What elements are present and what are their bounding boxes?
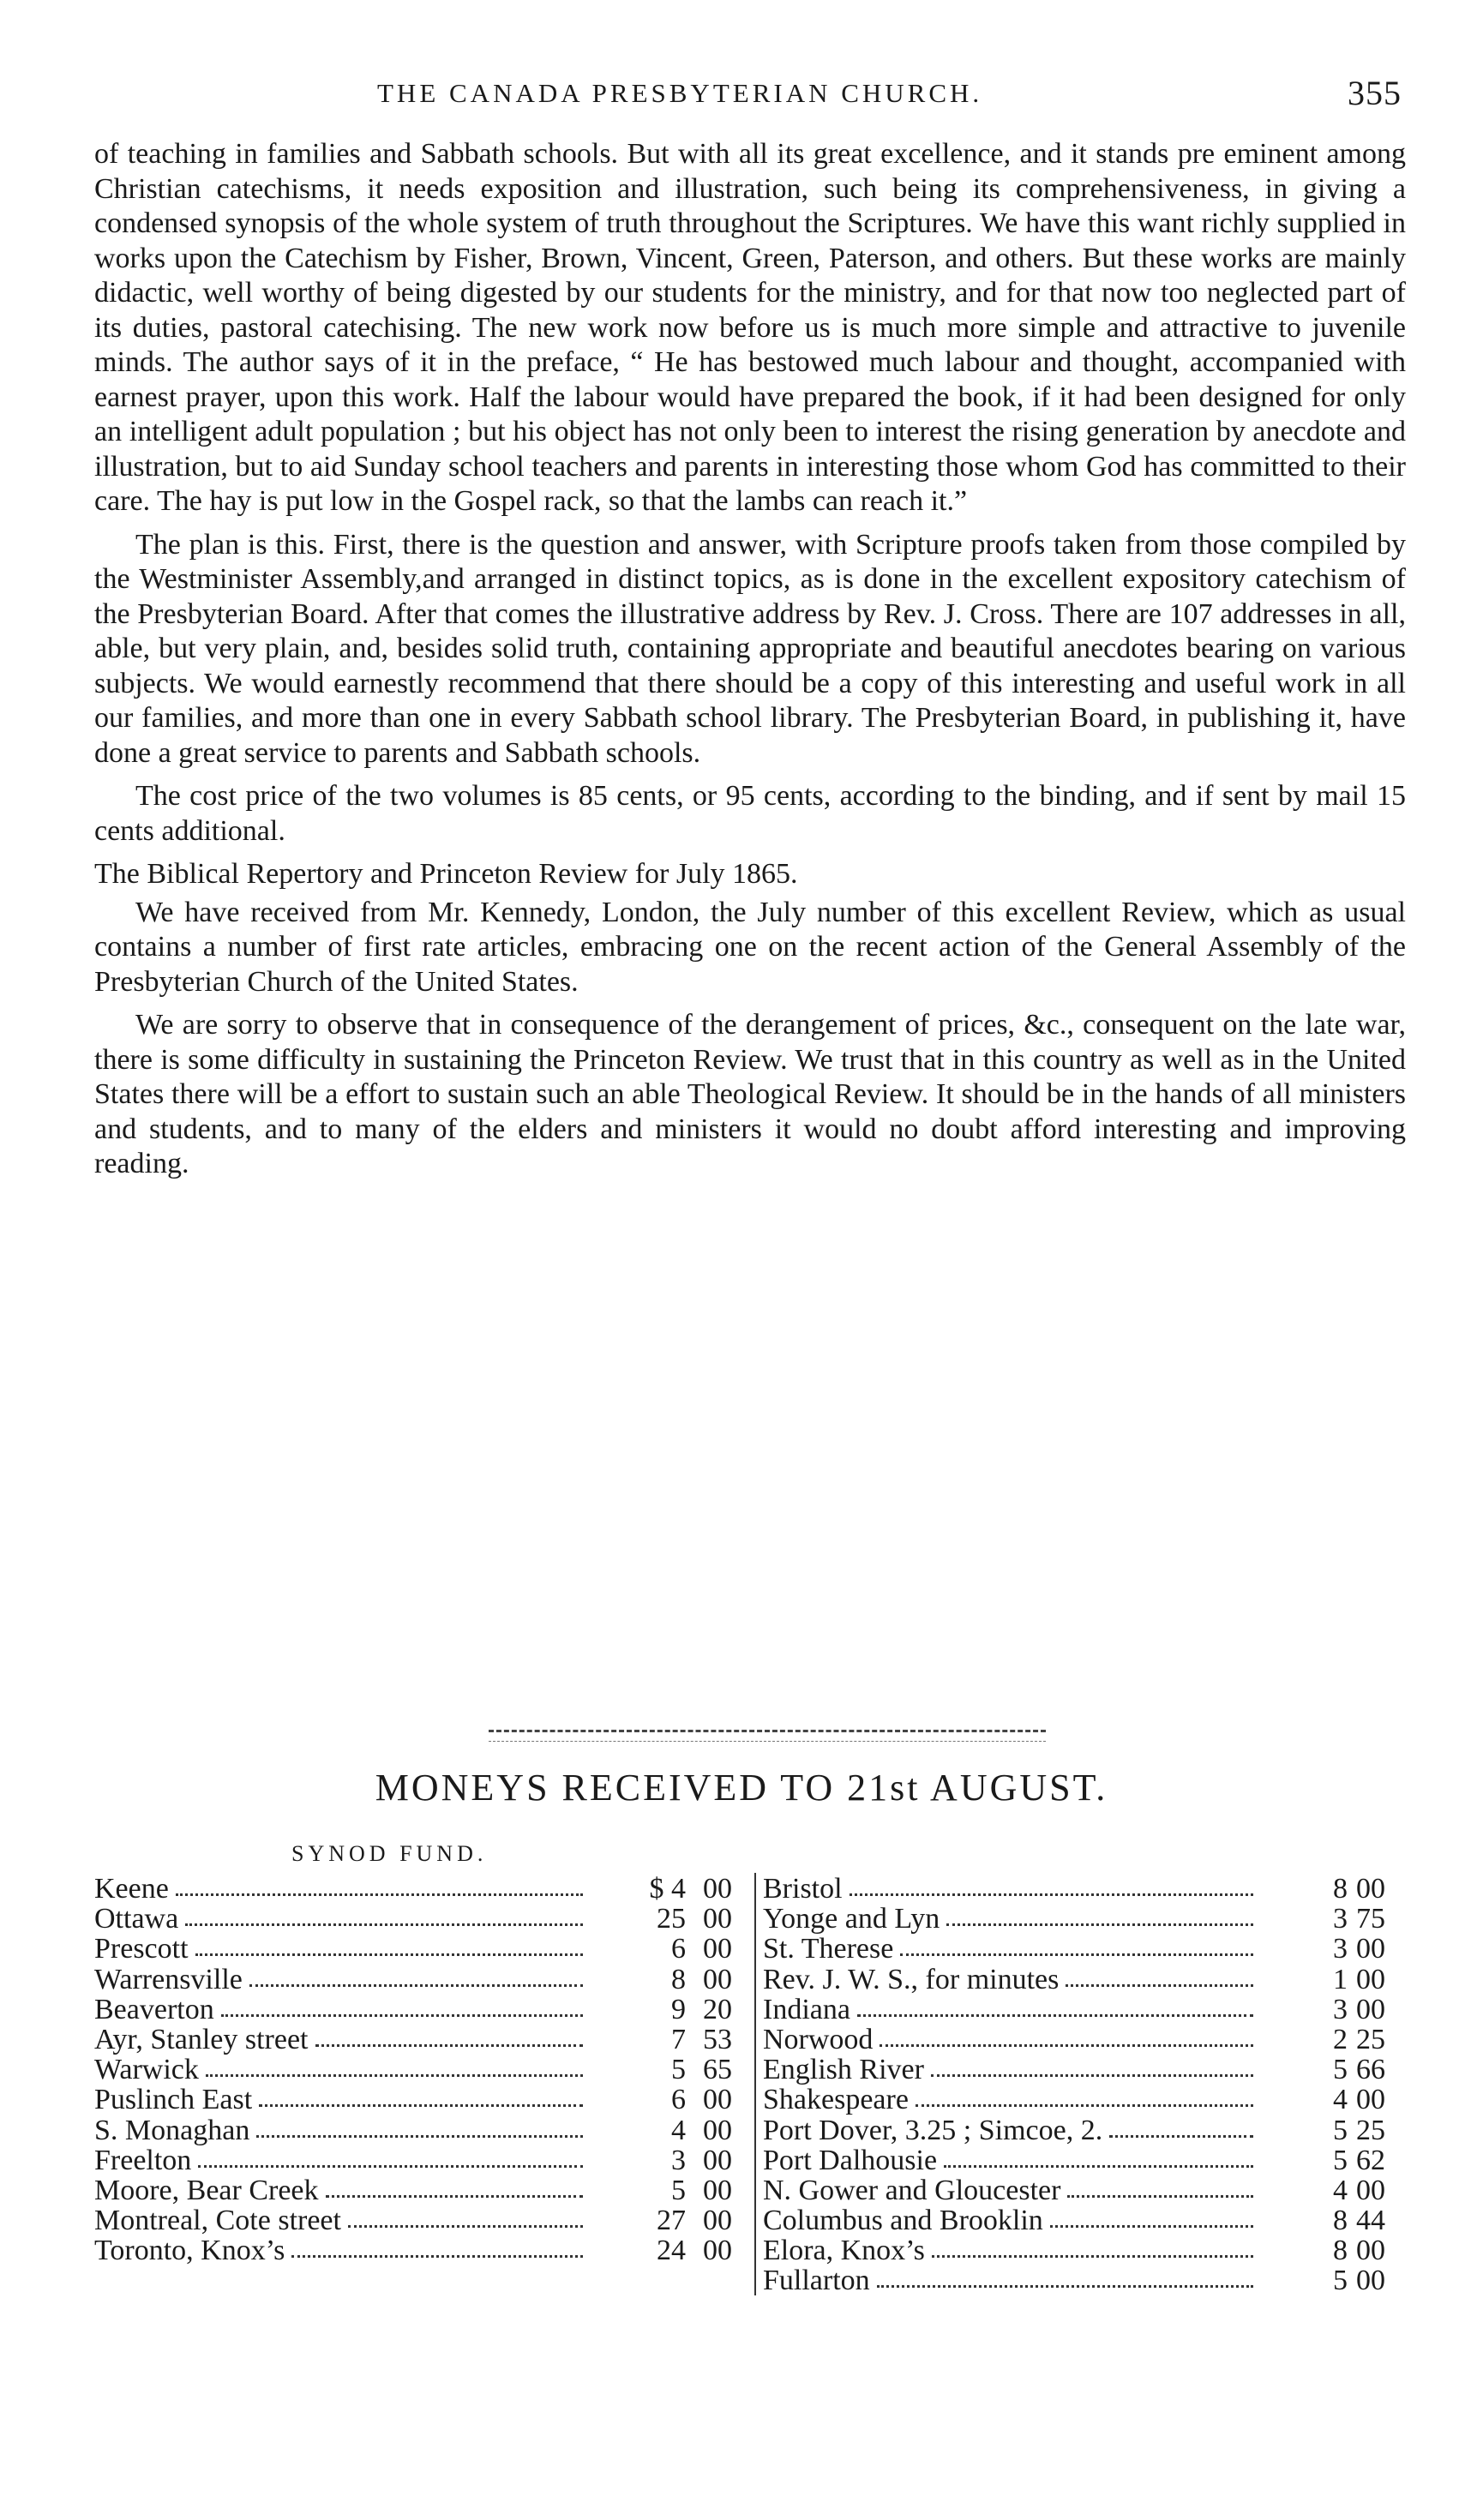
receipt-row	[94, 1933, 754, 1963]
receipt-dollars: 3	[1333, 1933, 1348, 1965]
dot-leader	[877, 2285, 1253, 2290]
dot-leader	[1066, 1984, 1253, 1989]
dot-leader	[195, 1953, 583, 1959]
receipt-dollars: 5	[1333, 2114, 1348, 2146]
dot-leader	[348, 2225, 583, 2230]
receipt-cents: 62	[1356, 2144, 1385, 2176]
receipt-name: Ottawa	[94, 1903, 179, 1935]
receipt-row	[756, 2235, 1408, 2265]
receipt-name: Bristol	[763, 1873, 843, 1905]
receipt-row	[756, 1994, 1408, 2024]
fund-label: SYNOD FUND.	[291, 1841, 488, 1866]
dot-leader	[1067, 2195, 1253, 2200]
moneys-title: MONEYS RECEIVED TO 21st AUGUST.	[375, 1767, 1108, 1809]
receipt-cents: 65	[703, 2054, 732, 2086]
dot-leader	[850, 1893, 1253, 1899]
receipt-dollars: 6	[671, 1933, 686, 1965]
receipt-name: Prescott	[94, 1933, 189, 1965]
receipt-dollars: 9	[671, 1993, 686, 2025]
receipt-dollars: 8	[671, 1963, 686, 1995]
receipt-cents: 00	[1356, 1873, 1385, 1905]
receipt-name: St. Therese	[763, 1933, 894, 1965]
receipt-row	[756, 2145, 1408, 2175]
receipt-cents: 00	[703, 1903, 732, 1935]
receipt-row	[756, 2084, 1408, 2114]
paragraph-cost: The cost price of the two volumes is 85 cents, or 95 cents, according to the binding, and if sent by mail 15 cents additional.	[94, 780, 1406, 847]
receipt-dollars: 24	[657, 2235, 686, 2267]
receipt-name: Columbus and Brooklin	[763, 2205, 1043, 2237]
paragraph-catechism-continued: of teaching in families and Sabbath schools. But with all its great excellence, and it stands pre eminent among Christian catechisms, it needs exposition and illustration, such being its comprehensiveness, in giving a condensed synopsis of the whole system of truth throughout the Scriptures. We have this want richly supplied in works upon the Catechism by Fisher, Brown, Vincent, Green, Paterson, and others. But these works are mainly didactic, well worthy of being digested by our students for the ministry, and for that now too neglected part of its duties, pastoral catechising. The new work now before us is much more simple and attractive to juvenile minds. The author says of it in the preface, “ He has bestowed much labour and thought, accompanied with earnest prayer, upon this work. Half the labour would have prepared the book, if it had been designed for only an intelligent adult population ; but his object has not only been to interest the rising generation by anecdote and illustration, but to aid Sunday school teachers and parents in interesting those whom God has committed to their care. The hay is put low in the Gospel rack, so that the lambs can reach it.”	[94, 138, 1406, 517]
receipt-cents: 25	[1356, 2023, 1385, 2055]
running-title: THE CANADA PRESBYTERIAN CHURCH.	[377, 78, 983, 108]
receipts-right-column	[754, 1873, 1408, 2295]
receipt-name: Yonge and Lyn	[763, 1903, 940, 1935]
receipt-cents: 00	[703, 2205, 732, 2237]
receipt-dollars: 8	[1333, 2205, 1348, 2237]
receipt-row	[94, 1873, 754, 1903]
dot-leader	[315, 2044, 583, 2049]
dot-leader	[291, 2255, 583, 2260]
paragraph-review-difficulty: We are sorry to observe that in consequence of the derangement of prices, &c., consequent on the late war, there is some difficulty in sustaining the Princeton Review. We trust that in this country as well as in the United States there will be a effort to sustain such an able Theological Review. It should be in the hands of all ministers and students, and to many of the elders and ministers it would no doubt afford interesting and improving reading.	[94, 1009, 1406, 1179]
receipt-name: Fullarton	[763, 2265, 870, 2297]
dot-leader	[1050, 2225, 1253, 2230]
receipt-row	[756, 2265, 1408, 2295]
receipt-row	[94, 2054, 754, 2084]
dot-leader	[259, 2104, 583, 2109]
receipt-row	[756, 2024, 1408, 2054]
receipt-row	[756, 1933, 1408, 1963]
dot-leader	[900, 1953, 1253, 1959]
receipt-row	[756, 1964, 1408, 1994]
receipt-row	[94, 1964, 754, 1994]
receipt-name: Keene	[94, 1873, 169, 1905]
review-heading: The Biblical Repertory and Princeton Review for July 1865.	[94, 858, 798, 890]
receipt-cents: 00	[703, 1873, 732, 1905]
receipt-name: Norwood	[763, 2023, 874, 2055]
receipt-row	[756, 2175, 1408, 2205]
receipt-cents: 00	[1356, 1933, 1385, 1965]
receipt-dollars: 3	[1333, 1903, 1348, 1935]
receipt-dollars: 3	[1333, 1993, 1348, 2025]
receipts-left-column	[94, 1873, 754, 2265]
article-body	[94, 137, 1406, 1191]
receipt-name: English River	[763, 2054, 924, 2086]
receipt-dollars: $ 4	[649, 1873, 686, 1905]
receipt-cents: 00	[1356, 2084, 1385, 2116]
dot-leader	[946, 1923, 1253, 1929]
receipt-cents: 00	[703, 2114, 732, 2146]
dot-leader	[249, 1984, 583, 1989]
page-header	[94, 73, 1402, 124]
receipt-row	[94, 2115, 754, 2145]
dot-leader	[857, 2014, 1253, 2019]
receipt-name: Shakespeare	[763, 2084, 909, 2116]
receipt-row	[94, 1903, 754, 1933]
dot-leader	[932, 2255, 1253, 2260]
receipt-row	[94, 2175, 754, 2205]
receipt-name: Toronto, Knox’s	[94, 2235, 285, 2267]
receipt-dollars: 5	[1333, 2144, 1348, 2176]
receipt-dollars: 7	[671, 2023, 686, 2055]
receipt-row	[756, 2205, 1408, 2235]
receipt-name: Elora, Knox’s	[763, 2235, 925, 2267]
receipt-row	[94, 2145, 754, 2175]
receipt-name: Moore, Bear Creek	[94, 2174, 319, 2206]
receipt-row	[756, 2054, 1408, 2084]
receipt-dollars: 5	[1333, 2265, 1348, 2297]
dot-leader	[206, 2074, 583, 2079]
receipt-cents: 00	[703, 2235, 732, 2267]
receipt-dollars: 5	[1333, 2054, 1348, 2086]
receipt-cents: 00	[703, 1933, 732, 1965]
dot-leader	[880, 2044, 1253, 2049]
receipt-row	[94, 2235, 754, 2265]
receipt-cents: 75	[1356, 1903, 1385, 1935]
receipt-name: Freelton	[94, 2144, 192, 2176]
dot-leader	[916, 2104, 1253, 2109]
receipt-name: Indiana	[763, 1993, 850, 2025]
dot-leader	[176, 1893, 583, 1899]
receipt-dollars: 3	[671, 2144, 686, 2176]
page-number: 355	[1348, 74, 1402, 112]
receipt-cents: 00	[703, 1963, 732, 1995]
receipt-dollars: 2	[1333, 2023, 1348, 2055]
receipt-cents: 00	[1356, 1963, 1385, 1995]
receipt-dollars: 27	[657, 2205, 686, 2237]
receipt-name: Rev. J. W. S., for minutes	[763, 1963, 1060, 1995]
receipt-cents: 25	[1356, 2114, 1385, 2146]
receipt-name: Montreal, Cote street	[94, 2205, 341, 2237]
receipt-cents: 53	[703, 2023, 732, 2055]
receipt-dollars: 5	[671, 2054, 686, 2086]
receipt-cents: 44	[1356, 2205, 1385, 2237]
receipt-dollars: 4	[1333, 2174, 1348, 2206]
receipt-cents: 00	[1356, 2174, 1385, 2206]
receipt-name: Puslinch East	[94, 2084, 253, 2116]
receipt-name: Port Dalhousie	[763, 2144, 938, 2176]
receipt-cents: 00	[1356, 1993, 1385, 2025]
receipt-row	[756, 2115, 1408, 2145]
receipt-name: Beaverton	[94, 1993, 214, 2025]
receipt-cents: 00	[703, 2174, 732, 2206]
dot-leader	[1109, 2135, 1253, 2140]
dot-leader	[256, 2135, 583, 2140]
dot-leader	[198, 2165, 583, 2170]
dot-leader	[944, 2165, 1253, 2170]
receipt-cents: 00	[1356, 2235, 1385, 2267]
receipt-name: N. Gower and Gloucester	[763, 2174, 1061, 2206]
receipt-dollars: 8	[1333, 1873, 1348, 1905]
receipt-name: Warwick	[94, 2054, 199, 2086]
ornamental-divider	[489, 1730, 1046, 1742]
receipt-dollars: 5	[671, 2174, 686, 2206]
dot-leader	[221, 2014, 583, 2019]
receipt-row	[94, 2084, 754, 2114]
dot-leader	[326, 2195, 583, 2200]
receipt-cents: 20	[703, 1993, 732, 2025]
receipt-dollars: 1	[1333, 1963, 1348, 1995]
receipt-row	[94, 1994, 754, 2024]
receipt-row	[94, 2205, 754, 2235]
receipt-name: Ayr, Stanley street	[94, 2023, 309, 2055]
dot-leader	[931, 2074, 1253, 2079]
receipt-cents: 00	[703, 2084, 732, 2116]
paragraph-review-received: We have received from Mr. Kennedy, London, the July number of this excellent Review, which as usual contains a number of first rate articles, embracing one on the recent action of the General Assembly of the Presbyterian Church of the United States.	[94, 896, 1406, 998]
receipt-dollars: 4	[1333, 2084, 1348, 2116]
dot-leader	[185, 1923, 583, 1929]
receipt-dollars: 4	[671, 2114, 686, 2146]
receipt-dollars: 6	[671, 2084, 686, 2116]
receipt-row	[94, 2024, 754, 2054]
receipt-dollars: 25	[657, 1903, 686, 1935]
receipt-cents: 00	[1356, 2265, 1385, 2297]
receipt-dollars: 8	[1333, 2235, 1348, 2267]
receipt-cents: 66	[1356, 2054, 1385, 2086]
receipt-name: Port Dover, 3.25 ; Simcoe, 2.	[763, 2114, 1103, 2146]
receipt-name: Warrensville	[94, 1963, 243, 1995]
receipt-row	[756, 1903, 1408, 1933]
receipt-name: S. Monaghan	[94, 2114, 250, 2146]
paragraph-plan: The plan is this. First, there is the question and answer, with Scripture proofs taken from those compiled by the Westminister Assembly,and arranged in distinct topics, as is done in the excellent expository catechism of the Presbyterian Board. After that comes the illustrative address by Rev. J. Cross. There are 107 addresses in all, able, but very plain, and, besides solid truth, containing appropriate and beautiful anecdotes bearing on various subjects. We would earnestly recommend that there should be a copy of this interesting and useful work in all our families, and more than one in every Sabbath school library. The Presbyterian Board, in publishing it, have done a great service to parents and Sabbath schools.	[94, 528, 1406, 769]
receipt-row	[756, 1873, 1408, 1903]
receipt-cents: 00	[703, 2144, 732, 2176]
